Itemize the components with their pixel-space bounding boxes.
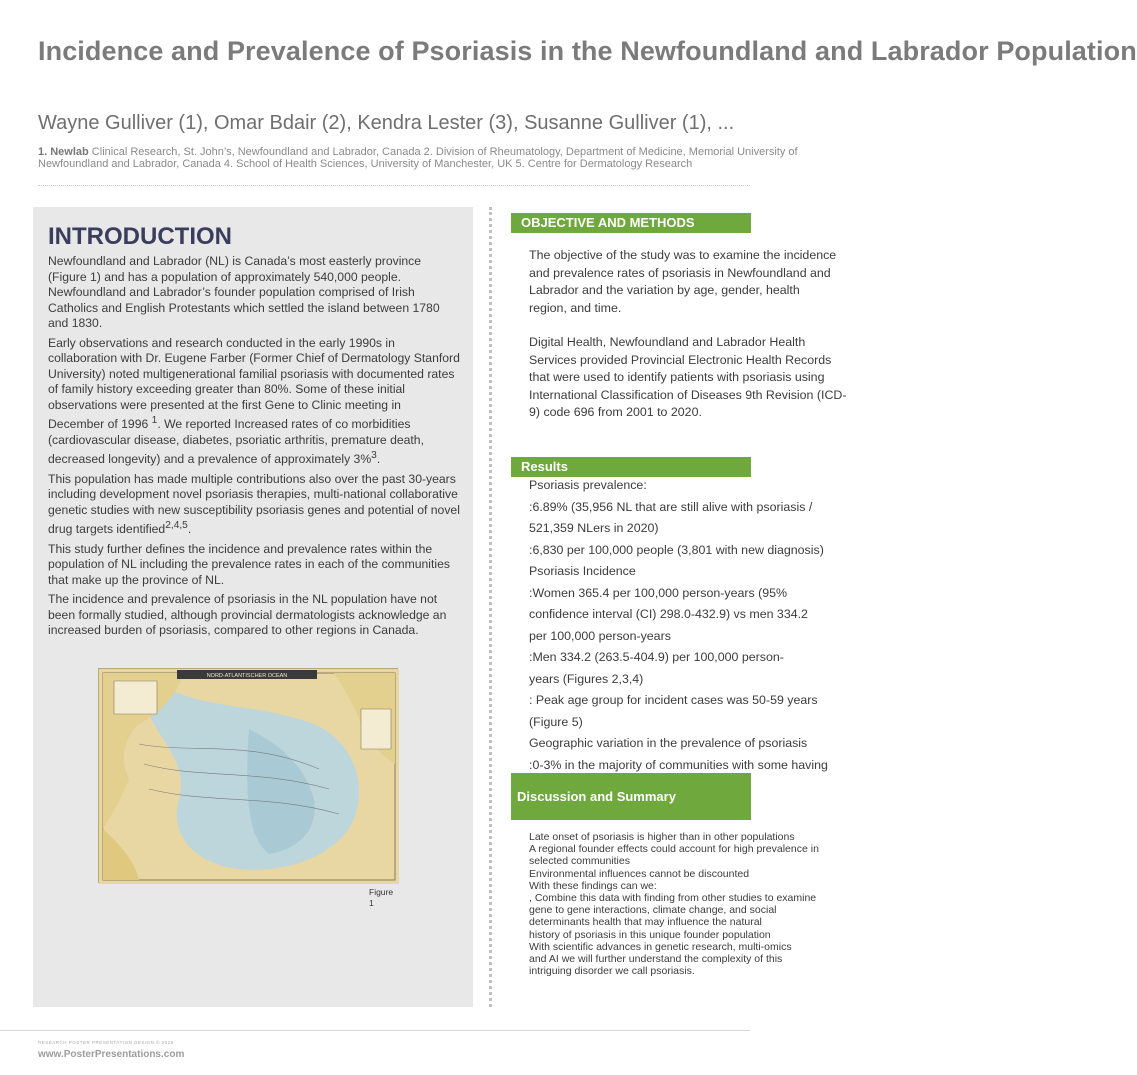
text-line: determinants health that may influence the natural [529,916,762,929]
intro-paragraph: Early observations and research conducted in the early 1990s in collaboration with Dr. Eugene Farber (Former Chief of Dermatology Stanford University) noted multigenerational familial psoriasis with documented rates of family history exceeding greater than 80%. Some of these initial observations were presented at the first Gene to Clinic meeting in December of 1996 $^1$. We reported Increased rates of co morbidities (cardiovascular disease, diabetes, psoriatic arthritis, premature death, decreased longevity) and a prevalence of approximately 3%$^3$. [48,335,460,467]
intro-text: This population has made multiple contributions also over the past 30-years including development novel psoriasis therapies, multi-national collaborative genetic studies with new susceptibility psoriasis genes and potential of novel drug targets identified [48,471,460,537]
intro-paragraph: The incidence and prevalence of psoriasis in the NL population have not been formally studied, although provincial dermatologists acknowledge an increased burden of psoriasis, compared to other regions in Canada. [48,592,447,638]
text-line: Psoriasis prevalence: [529,478,647,492]
intro-paragraph: Newfoundland and Labrador (NL) is Canada’s most easterly province (Figure 1) and has a population of approximately 540,000 people. Newfoundland and Labrador’s founder population comprised of Irish Catholics and English Protestants which settled the island between 1780 and 1830. [48,254,440,330]
affiliations [38,146,798,170]
map-drawing [99,669,399,884]
text-line: Environmental influences cannot be discounted [529,867,750,880]
citation: 1 [151,415,158,426]
footer-divider [0,1030,750,1031]
results-item [529,477,751,495]
discussion-heading: Discussion and Summary [511,773,751,820]
results-item [529,585,808,646]
text-line: confidence interval (CI) 298.0-432.9) vs men 334.2 [529,607,808,621]
text-line: and AI we will further understand the complexity of this [529,953,783,966]
text-line: With scientific advances in genetic research, multi-omics [529,940,792,953]
text-line: per 100,000 person-years [529,628,671,643]
header-divider [38,185,750,186]
text-line: :0-3% in the majority of communities with some having [529,757,828,772]
text-line: : Peak age group for incident cases was 50-59 years [529,693,818,707]
citation: 3 [371,450,377,462]
affil-line2: Newfoundland and Labrador, Canada 4. School of Health Sciences, University of Manchester, UK 5. Centre for Dermatology Research [38,158,693,170]
objective-paragraph-2 [529,334,847,422]
text-line: 9) code 696 from 2001 to 2020. [529,405,702,419]
text-line: Late onset of psoriasis is higher than in other populations [529,831,795,843]
text-line: A regional founder effects could account for high prevalence in [529,843,819,856]
text-line: Labrador and the variation by age, gender, health [529,283,800,297]
intro-paragraph: This study further defines the incidence and prevalence rates within the population of NL including the prevalence rates in each of the communities that make up the province of NL. [48,541,450,587]
north-atlantic-map-figure [98,668,398,883]
map-title: NORD-ATLANTISCHER OCEAN [206,673,288,679]
figure-caption [369,887,393,909]
objective-heading: OBJECTIVE AND METHODS [511,213,751,233]
text-line: history of psoriasis in this unique founder population [529,928,771,941]
discussion-text [529,831,819,978]
text-line: and prevalence rates of psoriasis in Newfoundland and [529,265,831,280]
text-line: :6.89% (35,956 NL that are still alive with psoriasis / [529,499,813,514]
introduction-heading: INTRODUCTION [48,223,232,250]
intro-text: Early observations and research conducted in the early 1990s in collaboration with Dr. Eugene Farber (Former Chief of Dermatology Stanford University) noted multigenerational familial psoriasis with documented rates of family history exceeding greater than 80%. Some of these initial observations were presented at the first Gene to Clinic meeting in December of 1996 [48,335,460,432]
figure-caption-label: Figure [369,887,394,897]
text-line: :Women 365.4 per 100,000 person-years (95% [529,585,788,600]
intro-text: . We reported Increased rates of co morbidities (cardiovascular disease, diabetes, psoriatic arthritis, premature death, decreased longevity) and a prevalence of approximately 3% [48,417,424,467]
text-line: With these findings can we: [529,879,657,892]
results-item [529,649,784,688]
text-line: selected communities [529,855,630,868]
text-line: (Figure 5) [529,714,583,729]
text-line: region, and time. [529,300,622,315]
figure-caption-number: 1 [369,898,374,908]
text-line: gene to gene interactions, climate change, and social [529,904,777,917]
results-item [529,542,824,560]
footer-url[interactable]: www.PosterPresentations.com [38,1049,185,1060]
results-heading: Results [511,457,751,477]
text-line: International Classification of Diseases 9th Revision (ICD- [529,387,847,402]
poster-authors: Wayne Gulliver (1), Omar Bdair (2), Kendra Lester (3), Susanne Gulliver (1), ... [38,112,735,134]
text-line: Digital Health, Newfoundland and Labrador Health [529,335,806,349]
results-item [529,499,813,538]
introduction-text [48,254,460,643]
results-text [529,477,828,800]
results-item [529,692,818,731]
text-line: Services provided Provincial Electronic Health Records [529,352,832,367]
text-line: :6,830 per 100,000 people (3,801 with new diagnosis) [529,542,824,557]
results-item [529,735,808,753]
objective-paragraph-1 [529,247,837,317]
text-line: that were used to identify patients with psoriasis using [529,370,825,384]
intro-paragraph: This population has made multiple contributions also over the past 30-years including development novel psoriasis therapies, multi-national collaborative genetic studies with new susceptibility psoriasis genes and potential of novel drug targets identified$^{2,4,5}$. [48,471,460,537]
objective-text [529,247,847,422]
text-line: The objective of the study was to examine the incidence [529,248,837,262]
column-divider [489,207,492,1007]
text-line: years (Figures 2,3,4) [529,671,644,686]
poster-title: Incidence and Prevalence of Psoriasis in the Newfoundland and Labrador Population [38,36,1137,66]
text-line: :Men 334.2 (263.5-404.9) per 100,000 person- [529,650,784,664]
citation: 2,4,5 [165,520,188,532]
footer-credit: RESEARCH POSTER PRESENTATION DESIGN © 2015 [38,1040,174,1045]
text-line: Psoriasis Incidence [529,564,636,578]
text-line: , Combine this data with finding from other studies to examine [529,892,817,905]
text-line: intriguing disorder we call psoriasis. [529,965,695,978]
affil-line1: Clinical Research, St. John’s, Newfoundland and Labrador, Canada 2. Division of Rheumatology, Department of Medicine, Memorial University of [88,146,798,158]
results-item [529,563,751,581]
affil-newlab: 1. Newlab [38,146,89,158]
text-line: Geographic variation in the prevalence of psoriasis [529,736,808,750]
text-line: 521,359 NLers in 2020) [529,521,659,535]
